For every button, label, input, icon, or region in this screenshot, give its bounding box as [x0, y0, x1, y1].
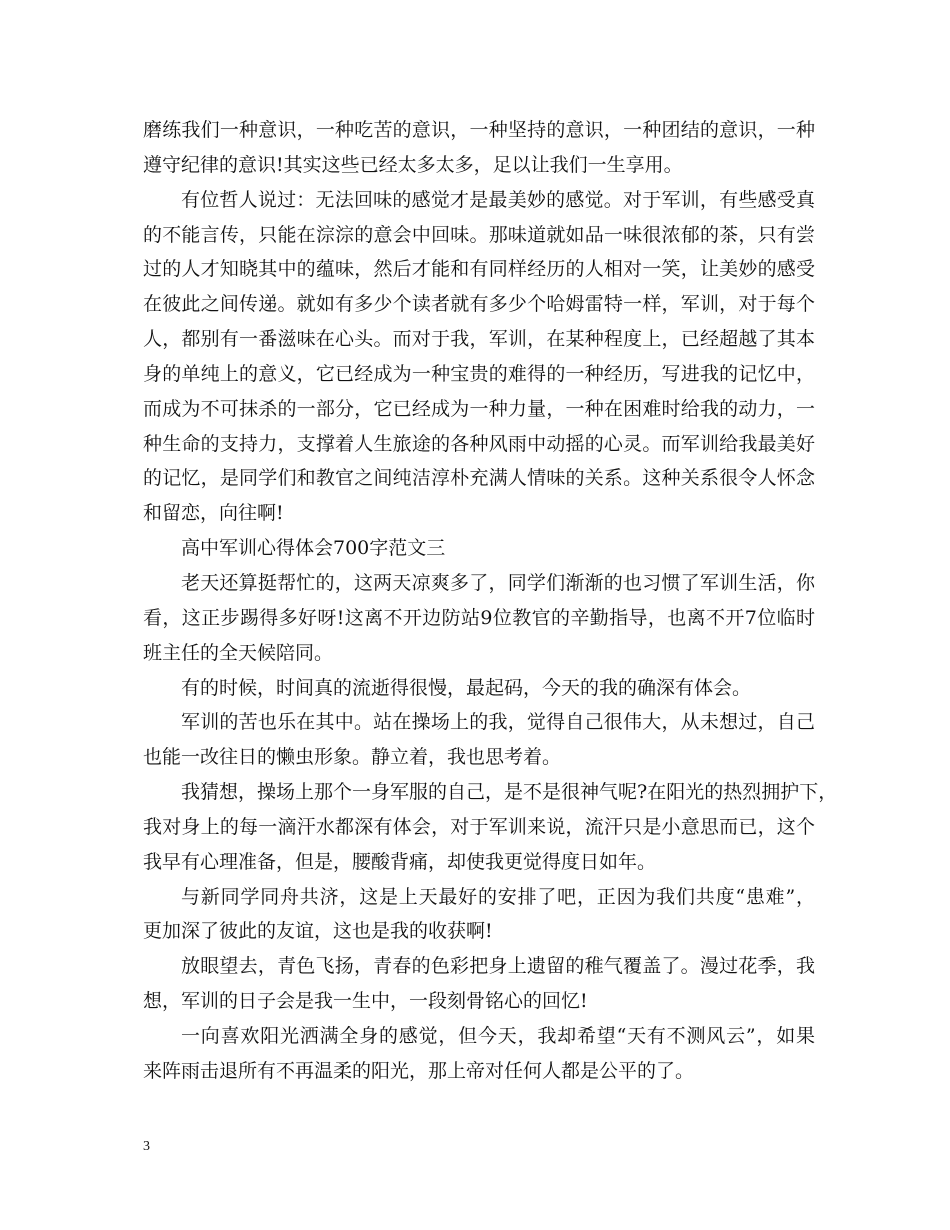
paragraph-start-line: 一向喜欢阳光洒满全身的感觉，但今天，我却希望“天有不测风云”，如果 [181, 1024, 815, 1047]
page-number: 3 [143, 1139, 150, 1154]
text-line: 磨练我们一种意识，一种吃苦的意识，一种坚持的意识，一种团结的意识，一种 [143, 119, 815, 141]
text-line: 想，军训的日子会是我一生中，一段刻骨铭心的回忆! [143, 990, 588, 1013]
text-line: 种生命的支持力，支撑着人生旅途的各种风雨中动摇的心灵。而军训给我最美好 [143, 432, 815, 455]
text-line: 也能一改往日的懒虫形象。静立着，我也思考着。 [143, 746, 562, 769]
text-line: 我早有心理准备，但是，腰酸背痛，却使我更觉得度日如年。 [143, 850, 657, 873]
paragraph-start-line: 与新同学同舟共济，这是上天最好的安排了吧，正因为我们共度“患难”， [181, 885, 815, 908]
paragraph-start-line: 有的时候，时间真的流逝得很慢，最起码，今天的我的确深有体会。 [181, 676, 752, 699]
text-line: 在彼此之间传递。就如有多少个读者就有多少个哈姆雷特一样，军训，对于每个 [143, 293, 815, 316]
text-line: 班主任的全天候陪同。 [143, 641, 334, 664]
paragraph-start-line: 放眼望去，青色飞扬，青春的色彩把身上遗留的稚气覆盖了。漫过花季，我 [181, 955, 815, 978]
text-line: 身的单纯上的意义，它已经成为一种宝贵的难得的一种经历，写进我的记忆中， [143, 362, 815, 385]
paragraph-start-line: 有位哲人说过：无法回味的感觉才是最美妙的感觉。对于军训，有些感受真 [181, 188, 815, 211]
paragraph-start-line: 老天还算挺帮忙的，这两天凉爽多了，同学们渐渐的也习惯了军训生活，你 [181, 571, 815, 594]
section-heading: 高中军训心得体会700字范文三 [181, 537, 446, 560]
text-line: 更加深了彼此的友谊，这也是我的收获啊! [143, 920, 493, 943]
text-line: 过的人才知晓其中的蕴味，然后才能和有同样经历的人相对一笑，让美妙的感受 [143, 258, 815, 281]
text-line: 人，都别有一番滋味在心头。而对于我，军训，在某种程度上，已经超越了其本 [143, 328, 815, 351]
text-line: 看，这正步踢得多好呀!这离不开边防站9位教官的辛勤指导，也离不开7位临时 [143, 606, 815, 629]
paragraph-start-line: 军训的苦也乐在其中。站在操场上的我，觉得自己很伟大，从未想过，自己 [181, 711, 815, 734]
text-line: 和留恋，向往啊! [143, 502, 284, 525]
text-line: 来阵雨击退所有不再温柔的阳光，那上帝对任何人都是公平的了。 [143, 1059, 695, 1082]
text-line: 的不能言传，只能在淙淙的意会中回味。那味道就如品一味很浓郁的茶，只有尝 [143, 223, 815, 246]
text-line: 遵守纪律的意识!其实这些已经太多太多，足以让我们一生享用。 [143, 153, 683, 176]
text-line: 而成为不可抹杀的一部分，它已经成为一种力量，一种在困难时给我的动力，一 [143, 397, 815, 420]
paragraph-start-line: 我猜想，操场上那个一身军服的自己，是不是很神气呢?在阳光的热烈拥护下， [181, 781, 838, 804]
body-text [143, 113, 838, 1089]
text-line: 我对身上的每一滴汗水都深有体会，对于军训来说，流汗只是小意思而已，这个 [143, 815, 815, 838]
text-line: 的记忆，是同学们和教官之间纯洁淳朴充满人情味的关系。这种关系很令人怀念 [143, 467, 815, 490]
